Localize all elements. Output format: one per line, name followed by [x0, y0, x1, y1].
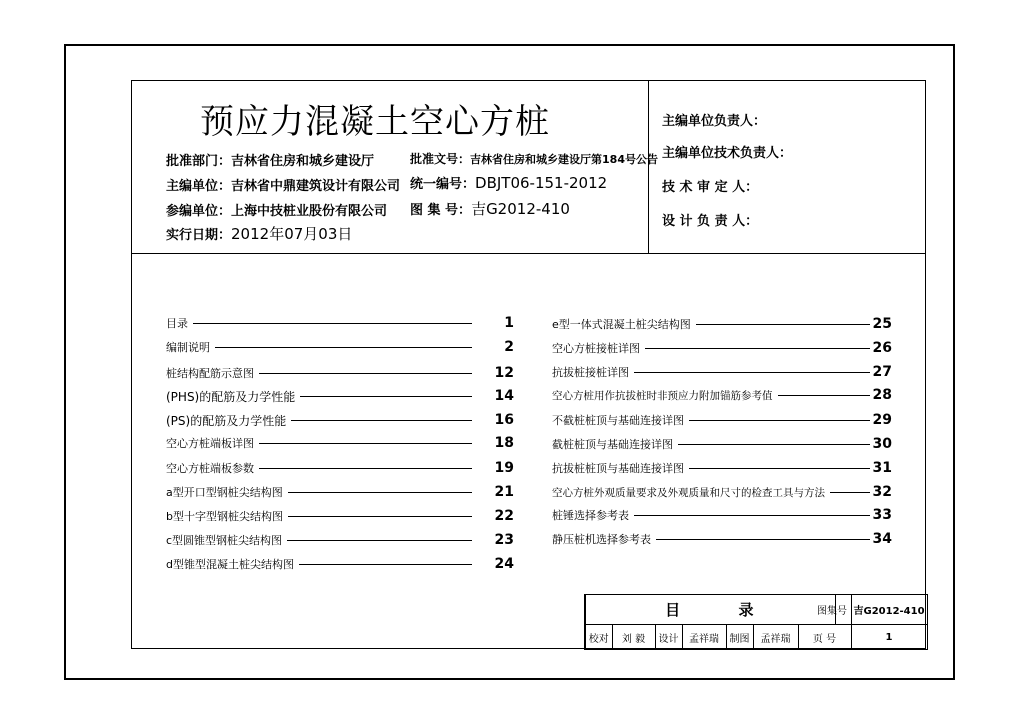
leader-line: [288, 516, 472, 517]
toc-item[interactable]: [166, 460, 514, 476]
page-label: 页 号: [798, 625, 851, 650]
toc-item[interactable]: [166, 388, 514, 404]
toc-page: 30: [872, 436, 892, 452]
editor-unit-label: 主编单位：: [166, 179, 232, 194]
leader-line: [656, 539, 870, 540]
leader-line: [678, 444, 870, 445]
page-value: 1: [851, 625, 927, 650]
toc-label: (PS)的配筋及力学性能: [166, 413, 287, 428]
approval-doc-label: 批准文号：: [410, 152, 471, 166]
draw-name: 孟祥瑞: [753, 625, 798, 650]
leader-line: [778, 395, 871, 396]
effective-date-label: 实行日期：: [166, 228, 232, 243]
toc-page: 16: [494, 412, 514, 428]
leader-line: [299, 564, 472, 565]
toc-page: 18: [494, 435, 514, 451]
toc-label: 桩锤选择参考表: [552, 509, 629, 522]
atlas-label-cell: [817, 595, 851, 625]
leader-line: [300, 396, 472, 397]
toc-label: (PHS)的配筋及力学性能: [166, 389, 296, 404]
approval-dept-value: 吉林省住房和城乡建设厅: [231, 154, 375, 169]
toc-item[interactable]: [166, 365, 514, 381]
toc-item[interactable]: [552, 316, 892, 332]
toc-label: 空心方桩端板参数: [166, 462, 254, 475]
check-label: 校对: [585, 625, 612, 650]
tech-reviewer: 技 术 审 定 人：: [662, 180, 759, 195]
leader-line: [689, 420, 870, 421]
leader-line: [259, 468, 472, 469]
toc-label: e型一体式混凝土桩尖结构图: [552, 318, 691, 331]
unified-code: [410, 173, 607, 192]
toc-label: 空心方桩用作抗拔桩时非预应力附加锚筋参考值: [552, 389, 773, 402]
toc-item[interactable]: [166, 556, 514, 572]
leader-line: [193, 323, 472, 324]
toc-label: 目录: [166, 317, 188, 330]
toc-item[interactable]: [166, 412, 514, 428]
toc-page: 33: [872, 507, 892, 523]
participant-label: 参编单位：: [166, 204, 232, 219]
leader-line: [830, 492, 870, 493]
header-divider: [131, 253, 926, 254]
leader-line: [634, 372, 870, 373]
toc-page: 19: [494, 460, 514, 476]
editor-unit: [166, 175, 400, 194]
toc-label: a型开口型钢桩尖结构图: [166, 486, 283, 499]
toc-item[interactable]: [166, 315, 514, 331]
header-vertical-divider: [648, 80, 649, 254]
leader-line: [288, 492, 472, 493]
toc-item[interactable]: [552, 387, 892, 403]
approval-dept-label: 批准部门：: [166, 154, 232, 169]
toc-page: 34: [872, 531, 892, 547]
leader-line: [259, 443, 472, 444]
toc-label: 抗拔桩接桩详图: [552, 366, 629, 379]
toc-item[interactable]: [552, 531, 892, 547]
toc-item[interactable]: [552, 412, 892, 428]
toc-label: 空心方桩接桩详图: [552, 342, 640, 355]
toc-page: 28: [872, 387, 892, 403]
unified-code-value: DBJT06-151-2012: [475, 174, 608, 192]
participant-value: 上海中技桩业股份有限公司: [231, 204, 388, 219]
title-block-title-b: 录: [738, 601, 756, 619]
design-name: 孟祥瑞: [682, 625, 726, 650]
design-head: 设 计 负 责 人：: [662, 214, 759, 229]
toc-item[interactable]: [552, 436, 892, 452]
unified-code-label: 统一编号：: [410, 177, 476, 192]
design-label: 设计: [655, 625, 682, 650]
toc-item[interactable]: [166, 508, 514, 524]
toc-page: 2: [504, 339, 514, 355]
toc-label: 编制说明: [166, 341, 210, 354]
toc-item[interactable]: [166, 339, 514, 355]
toc-item[interactable]: [166, 435, 514, 451]
toc-page: 25: [872, 316, 892, 332]
effective-date: [166, 223, 352, 244]
leader-line: [634, 515, 870, 516]
editor-unit-value: 吉林省中鼎建筑设计有限公司: [231, 179, 401, 194]
toc-item[interactable]: [552, 507, 892, 523]
atlas-label: 图集号: [817, 606, 848, 617]
toc-label: 不截桩桩顶与基础连接详图: [552, 414, 684, 427]
toc-page: 21: [494, 484, 514, 500]
toc-label: 空心方桩外观质量要求及外观质量和尺寸的检查工具与方法: [552, 486, 825, 499]
toc-page: 14: [494, 388, 514, 404]
toc-page: 1: [504, 315, 514, 331]
title-block: [584, 594, 926, 649]
toc-label: 空心方桩端板详图: [166, 437, 254, 450]
leader-line: [259, 373, 472, 374]
document-title: 预应力混凝土空心方桩: [200, 102, 550, 142]
atlas-value-cell: 吉G2012-410: [851, 595, 927, 625]
leader-line: [291, 420, 472, 421]
toc-page: 27: [872, 364, 892, 380]
approval-doc: [410, 150, 658, 167]
toc-page: 23: [494, 532, 514, 548]
title-block-title: [585, 595, 835, 625]
atlas-number-label: 图 集 号：: [410, 203, 472, 218]
toc-item[interactable]: [552, 484, 892, 500]
leader-line: [645, 348, 870, 349]
toc-item[interactable]: [166, 484, 514, 500]
toc-page: 12: [494, 365, 514, 381]
toc-label: c型圆锥型钢桩尖结构图: [166, 534, 283, 547]
leader-line: [696, 324, 870, 325]
toc-page: 22: [494, 508, 514, 524]
leader-line: [287, 540, 472, 541]
editor-head: 主编单位负责人：: [662, 114, 767, 129]
leader-line: [689, 468, 870, 469]
effective-date-value: 2012年07月03日: [231, 225, 353, 243]
toc-item[interactable]: [552, 364, 892, 380]
participant-unit: [166, 200, 387, 219]
approval-doc-value: 吉林省住房和城乡建设厅第184号公告: [470, 153, 658, 166]
check-name: 刘 毅: [612, 625, 655, 650]
toc-item[interactable]: [166, 532, 514, 548]
toc-page: 31: [872, 460, 892, 476]
atlas-number: [410, 198, 570, 219]
toc-item[interactable]: [552, 340, 892, 356]
toc-label: 抗拔桩桩顶与基础连接详图: [552, 462, 684, 475]
toc-label: 桩结构配筋示意图: [166, 367, 254, 380]
toc-page: 24: [494, 556, 514, 572]
toc-page: 26: [872, 340, 892, 356]
atlas-number-value: 吉G2012-410: [471, 200, 570, 218]
toc-item[interactable]: [552, 460, 892, 476]
title-block-title-a: 目: [665, 601, 683, 619]
toc-label: d型锥型混凝土桩尖结构图: [166, 558, 294, 571]
toc-label: 截桩桩顶与基础连接详图: [552, 438, 673, 451]
toc-page: 29: [872, 412, 892, 428]
toc-label: 静压桩机选择参考表: [552, 533, 651, 546]
toc-page: 32: [872, 484, 892, 500]
leader-line: [215, 347, 472, 348]
draw-label: 制图: [726, 625, 753, 650]
editor-tech-head: 主编单位技术负责人：: [662, 146, 793, 161]
approval-dept: [166, 150, 374, 169]
toc-label: b型十字型钢桩尖结构图: [166, 510, 283, 523]
